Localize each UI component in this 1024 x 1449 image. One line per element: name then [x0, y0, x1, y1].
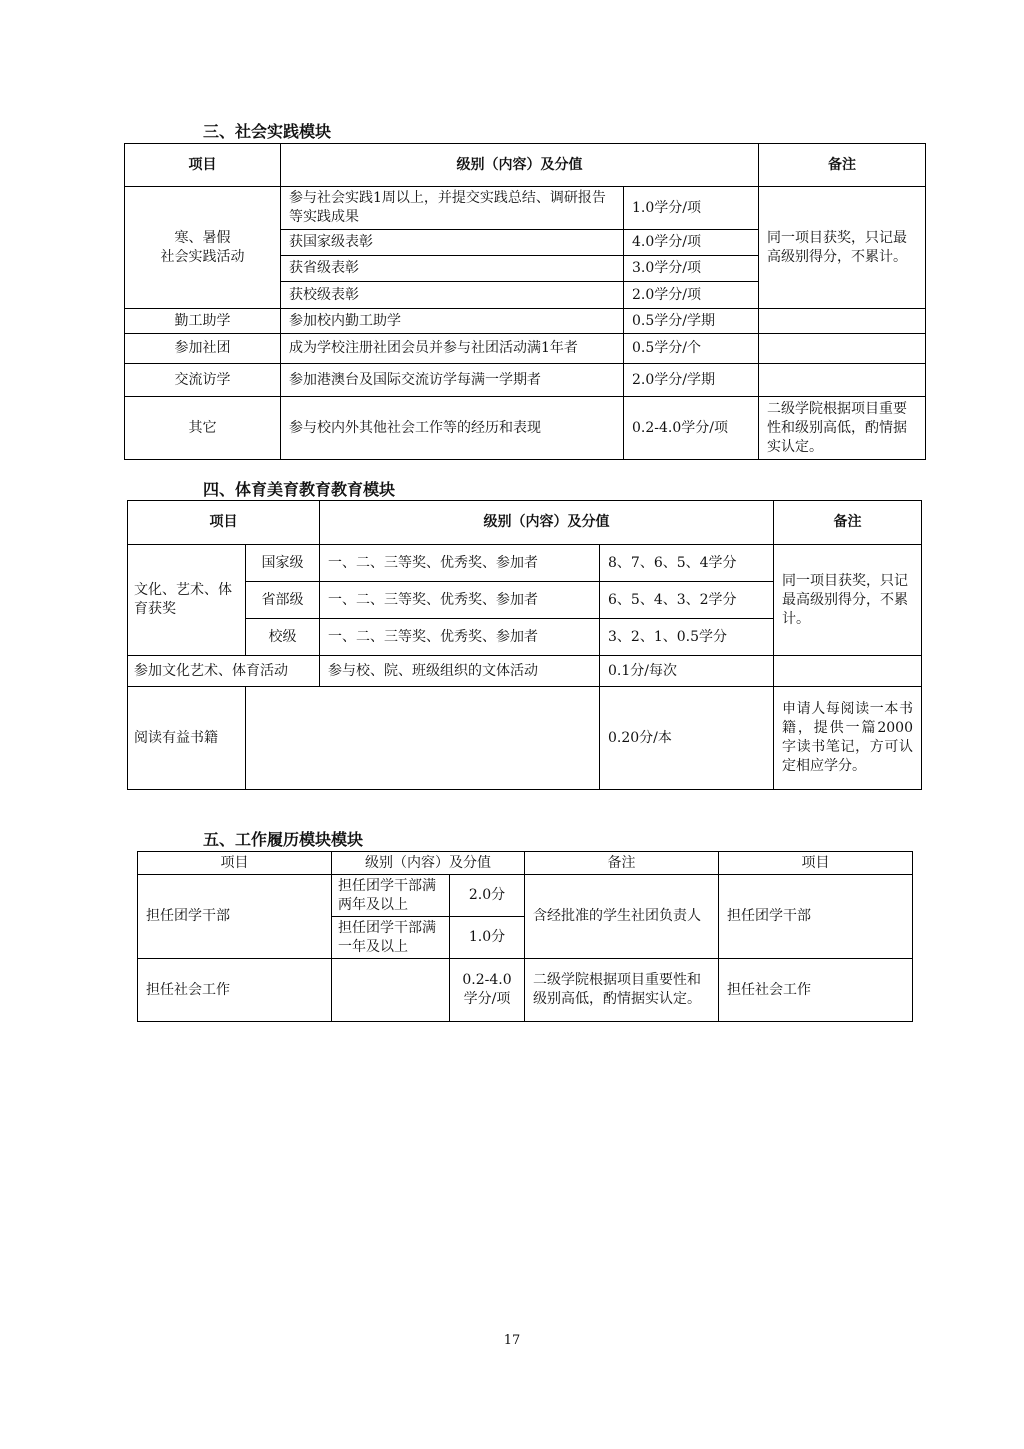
cadre-row-score: 1.0分	[450, 917, 525, 959]
row-score: 0.2-4.0学分/项	[624, 397, 759, 460]
header-content: 级别（内容）及分值	[320, 501, 774, 545]
row-score: 0.5学分/学期	[624, 309, 759, 334]
row-score: 2.0学分/学期	[624, 364, 759, 397]
reading-note: 申请人每阅读一本书籍，提供一篇2000字读书笔记，方可认定相应学分。	[774, 687, 922, 790]
summer-note: 同一项目获奖，只记最高级别得分，不累计。	[759, 187, 926, 309]
row-score: 0.5学分/个	[624, 334, 759, 364]
header-note: 备注	[774, 501, 922, 545]
activity-item: 参加文化艺术、体育活动	[128, 656, 320, 687]
reading-item: 阅读有益书籍	[128, 687, 246, 790]
award-score: 3、2、1、0.5学分	[600, 619, 774, 656]
activity-note	[774, 656, 922, 687]
summer-row-score: 2.0学分/项	[624, 282, 759, 309]
sports-arts-table	[127, 500, 922, 790]
cadre-row-content: 担任团学干部满一年及以上	[332, 917, 450, 959]
cadre-item: 担任团学干部	[138, 875, 332, 959]
section5-title: 五、工作履历模块模块	[203, 830, 364, 849]
header-item: 项目	[138, 852, 332, 875]
cadre-item-2: 担任团学干部	[719, 875, 913, 959]
social-note: 二级学院根据项目重要性和级别高低，酌情据实认定。	[525, 959, 719, 1022]
row-content: 参加校内勤工助学	[281, 309, 624, 334]
header-content: 级别（内容）及分值	[332, 852, 525, 875]
social-item: 担任社会工作	[138, 959, 332, 1022]
award-content: 一、二、三等奖、优秀奖、参加者	[320, 619, 600, 656]
header-content: 级别（内容）及分值	[281, 144, 759, 187]
reading-score: 0.20分/本	[600, 687, 774, 790]
row-content: 成为学校注册社团会员并参与社团活动满1年者	[281, 334, 624, 364]
reading-content	[246, 687, 600, 790]
activity-score: 0.1分/每次	[600, 656, 774, 687]
award-level: 省部级	[246, 582, 320, 619]
row-note	[759, 309, 926, 334]
award-content: 一、二、三等奖、优秀奖、参加者	[320, 545, 600, 582]
row-note: 二级学院根据项目重要性和级别高低，酌情据实认定。	[759, 397, 926, 460]
row-note	[759, 334, 926, 364]
row-content: 参加港澳台及国际交流访学每满一学期者	[281, 364, 624, 397]
summer-row-score: 3.0学分/项	[624, 256, 759, 282]
activity-content: 参与校、院、班级组织的文体活动	[320, 656, 600, 687]
summer-row-content: 参与社会实践1周以上，并提交实践总结、调研报告等实践成果	[281, 187, 624, 230]
cadre-note: 含经批准的学生社团负责人	[525, 875, 719, 959]
social-practice-table	[124, 143, 926, 460]
summer-row-score: 1.0学分/项	[624, 187, 759, 230]
work-history-table	[137, 851, 913, 1022]
header-item-2: 项目	[719, 852, 913, 875]
header-note: 备注	[759, 144, 926, 187]
header-item: 项目	[128, 501, 320, 545]
award-score: 6、5、4、3、2学分	[600, 582, 774, 619]
section3-title: 三、社会实践模块	[203, 122, 332, 141]
social-content	[332, 959, 450, 1022]
summer-row-content: 获国家级表彰	[281, 230, 624, 256]
social-score: 0.2-4.0学分/项	[450, 959, 525, 1022]
award-item: 文化、艺术、体育获奖	[128, 545, 246, 656]
award-level: 校级	[246, 619, 320, 656]
cadre-row-content: 担任团学干部满两年及以上	[332, 875, 450, 917]
award-level: 国家级	[246, 545, 320, 582]
header-note: 备注	[525, 852, 719, 875]
social-item-2: 担任社会工作	[719, 959, 913, 1022]
header-item: 项目	[125, 144, 281, 187]
cadre-row-score: 2.0分	[450, 875, 525, 917]
row-note	[759, 364, 926, 397]
summer-row-score: 4.0学分/项	[624, 230, 759, 256]
row-item: 其它	[125, 397, 281, 460]
award-note: 同一项目获奖，只记最高级别得分，不累计。	[774, 545, 922, 656]
row-item: 交流访学	[125, 364, 281, 397]
summer-row-content: 获省级表彰	[281, 256, 624, 282]
award-score: 8、7、6、5、4学分	[600, 545, 774, 582]
summer-practice-item: 寒、暑假 社会实践活动	[125, 187, 281, 309]
award-content: 一、二、三等奖、优秀奖、参加者	[320, 582, 600, 619]
page-number: 17	[503, 1333, 521, 1348]
row-item: 勤工助学	[125, 309, 281, 334]
section4-title: 四、体育美育教育教育模块	[203, 480, 396, 499]
row-item: 参加社团	[125, 334, 281, 364]
summer-row-content: 获校级表彰	[281, 282, 624, 309]
row-content: 参与校内外其他社会工作等的经历和表现	[281, 397, 624, 460]
